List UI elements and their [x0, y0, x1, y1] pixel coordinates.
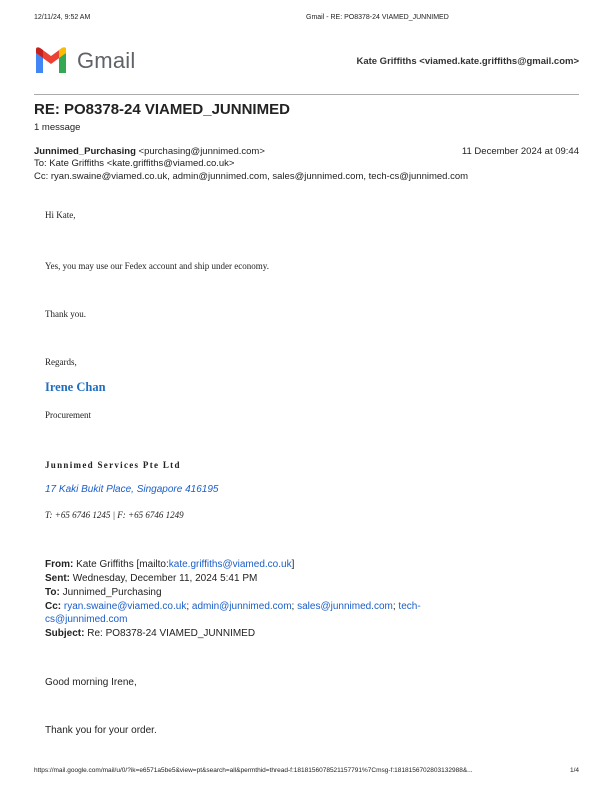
- to-line: To: Kate Griffiths <kate.griffiths@viamed.co.uk>: [34, 158, 235, 169]
- header-divider: [34, 94, 579, 95]
- thanks-line: Thank you.: [45, 309, 86, 319]
- quoted-cc-sep-3: ;: [392, 601, 396, 612]
- gmail-logo-icon: [34, 46, 68, 73]
- quoted-to-value: Junnimed_Purchasing: [62, 587, 162, 598]
- company-phones: T: +65 6746 1245 | F: +65 6746 1249: [45, 510, 184, 520]
- company-name: Junnimed Services Pte Ltd: [45, 460, 181, 470]
- quoted-body-line: Thank you for your order.: [45, 725, 157, 736]
- sender-line: [34, 146, 579, 157]
- company-address[interactable]: 17 Kaki Bukit Place, Singapore 416195: [45, 484, 219, 495]
- message-date: 11 December 2024 at 09:44: [461, 146, 579, 157]
- message-count: 1 message: [34, 122, 81, 133]
- quoted-cc-sep-1: ;: [186, 601, 190, 612]
- quoted-cc-link-3[interactable]: sales@junnimed.com: [297, 601, 393, 612]
- quoted-to: [45, 587, 162, 598]
- print-date: 12/11/24, 9:52 AM: [34, 14, 91, 21]
- quoted-cc-link-2[interactable]: admin@junnimed.com: [191, 601, 292, 612]
- signature-name: Irene Chan: [45, 380, 106, 394]
- sender-name: Junnimed_Purchasing: [34, 146, 136, 157]
- quoted-sent: [45, 573, 257, 584]
- gmail-header: [34, 46, 579, 78]
- quoted-to-label: To:: [45, 587, 60, 598]
- quoted-cc-link-4[interactable]: tech-: [398, 601, 421, 612]
- quoted-cc-link-1[interactable]: ryan.swaine@viamed.co.uk: [63, 601, 187, 612]
- quoted-sent-label: Sent:: [45, 573, 70, 584]
- quoted-from: [45, 559, 294, 570]
- print-header: [34, 14, 578, 24]
- quoted-subject: [45, 628, 255, 639]
- body-line: Yes, you may use our Fedex account and ship under economy.: [45, 261, 269, 271]
- quoted-cc-link-4-cont[interactable]: cs@junnimed.com: [45, 614, 128, 625]
- account-name: Kate Griffiths <viamed.kate.griffiths@gmail.com>: [356, 56, 579, 67]
- cc-line: Cc: ryan.swaine@viamed.co.uk, admin@junnimed.com, sales@junnimed.com, tech-cs@junnimed.com: [34, 171, 469, 182]
- quoted-cc: [45, 601, 421, 612]
- quoted-from-value: Kate Griffiths [mailto:: [76, 559, 169, 570]
- greeting: Hi Kate,: [45, 210, 76, 220]
- quoted-from-label: From:: [45, 559, 74, 570]
- quoted-from-link[interactable]: kate.griffiths@viamed.co.uk: [168, 559, 292, 570]
- quoted-from-close: ]: [291, 559, 295, 570]
- regards-line: Regards,: [45, 357, 77, 367]
- gmail-wordmark: Gmail: [77, 48, 136, 73]
- quoted-cc-label: Cc:: [45, 601, 62, 612]
- quoted-greeting: Good morning Irene,: [45, 677, 137, 688]
- page-number: 1/4: [569, 767, 579, 774]
- quoted-subject-value: Re: PO8378-24 VIAMED_JUNNIMED: [87, 628, 256, 639]
- signature-title: Procurement: [45, 410, 91, 420]
- sender-email: <purchasing@junnimed.com>: [138, 146, 265, 157]
- quoted-sent-value: Wednesday, December 11, 2024 5:41 PM: [72, 573, 258, 584]
- print-title: Gmail - RE: PO8378-24 VIAMED_JUNNIMED: [306, 14, 449, 21]
- thread-subject: RE: PO8378-24 VIAMED_JUNNIMED: [34, 101, 290, 118]
- quoted-cc-sep-2: ;: [291, 601, 295, 612]
- quoted-subject-label: Subject:: [45, 628, 85, 639]
- footer-url: https://mail.google.com/mail/u/0/?ik=e6571a5be5&view=pt&search=all&permthid=thread-f:1818156078521157791%7Cmsg-f:1818156702803132988&...: [34, 767, 473, 774]
